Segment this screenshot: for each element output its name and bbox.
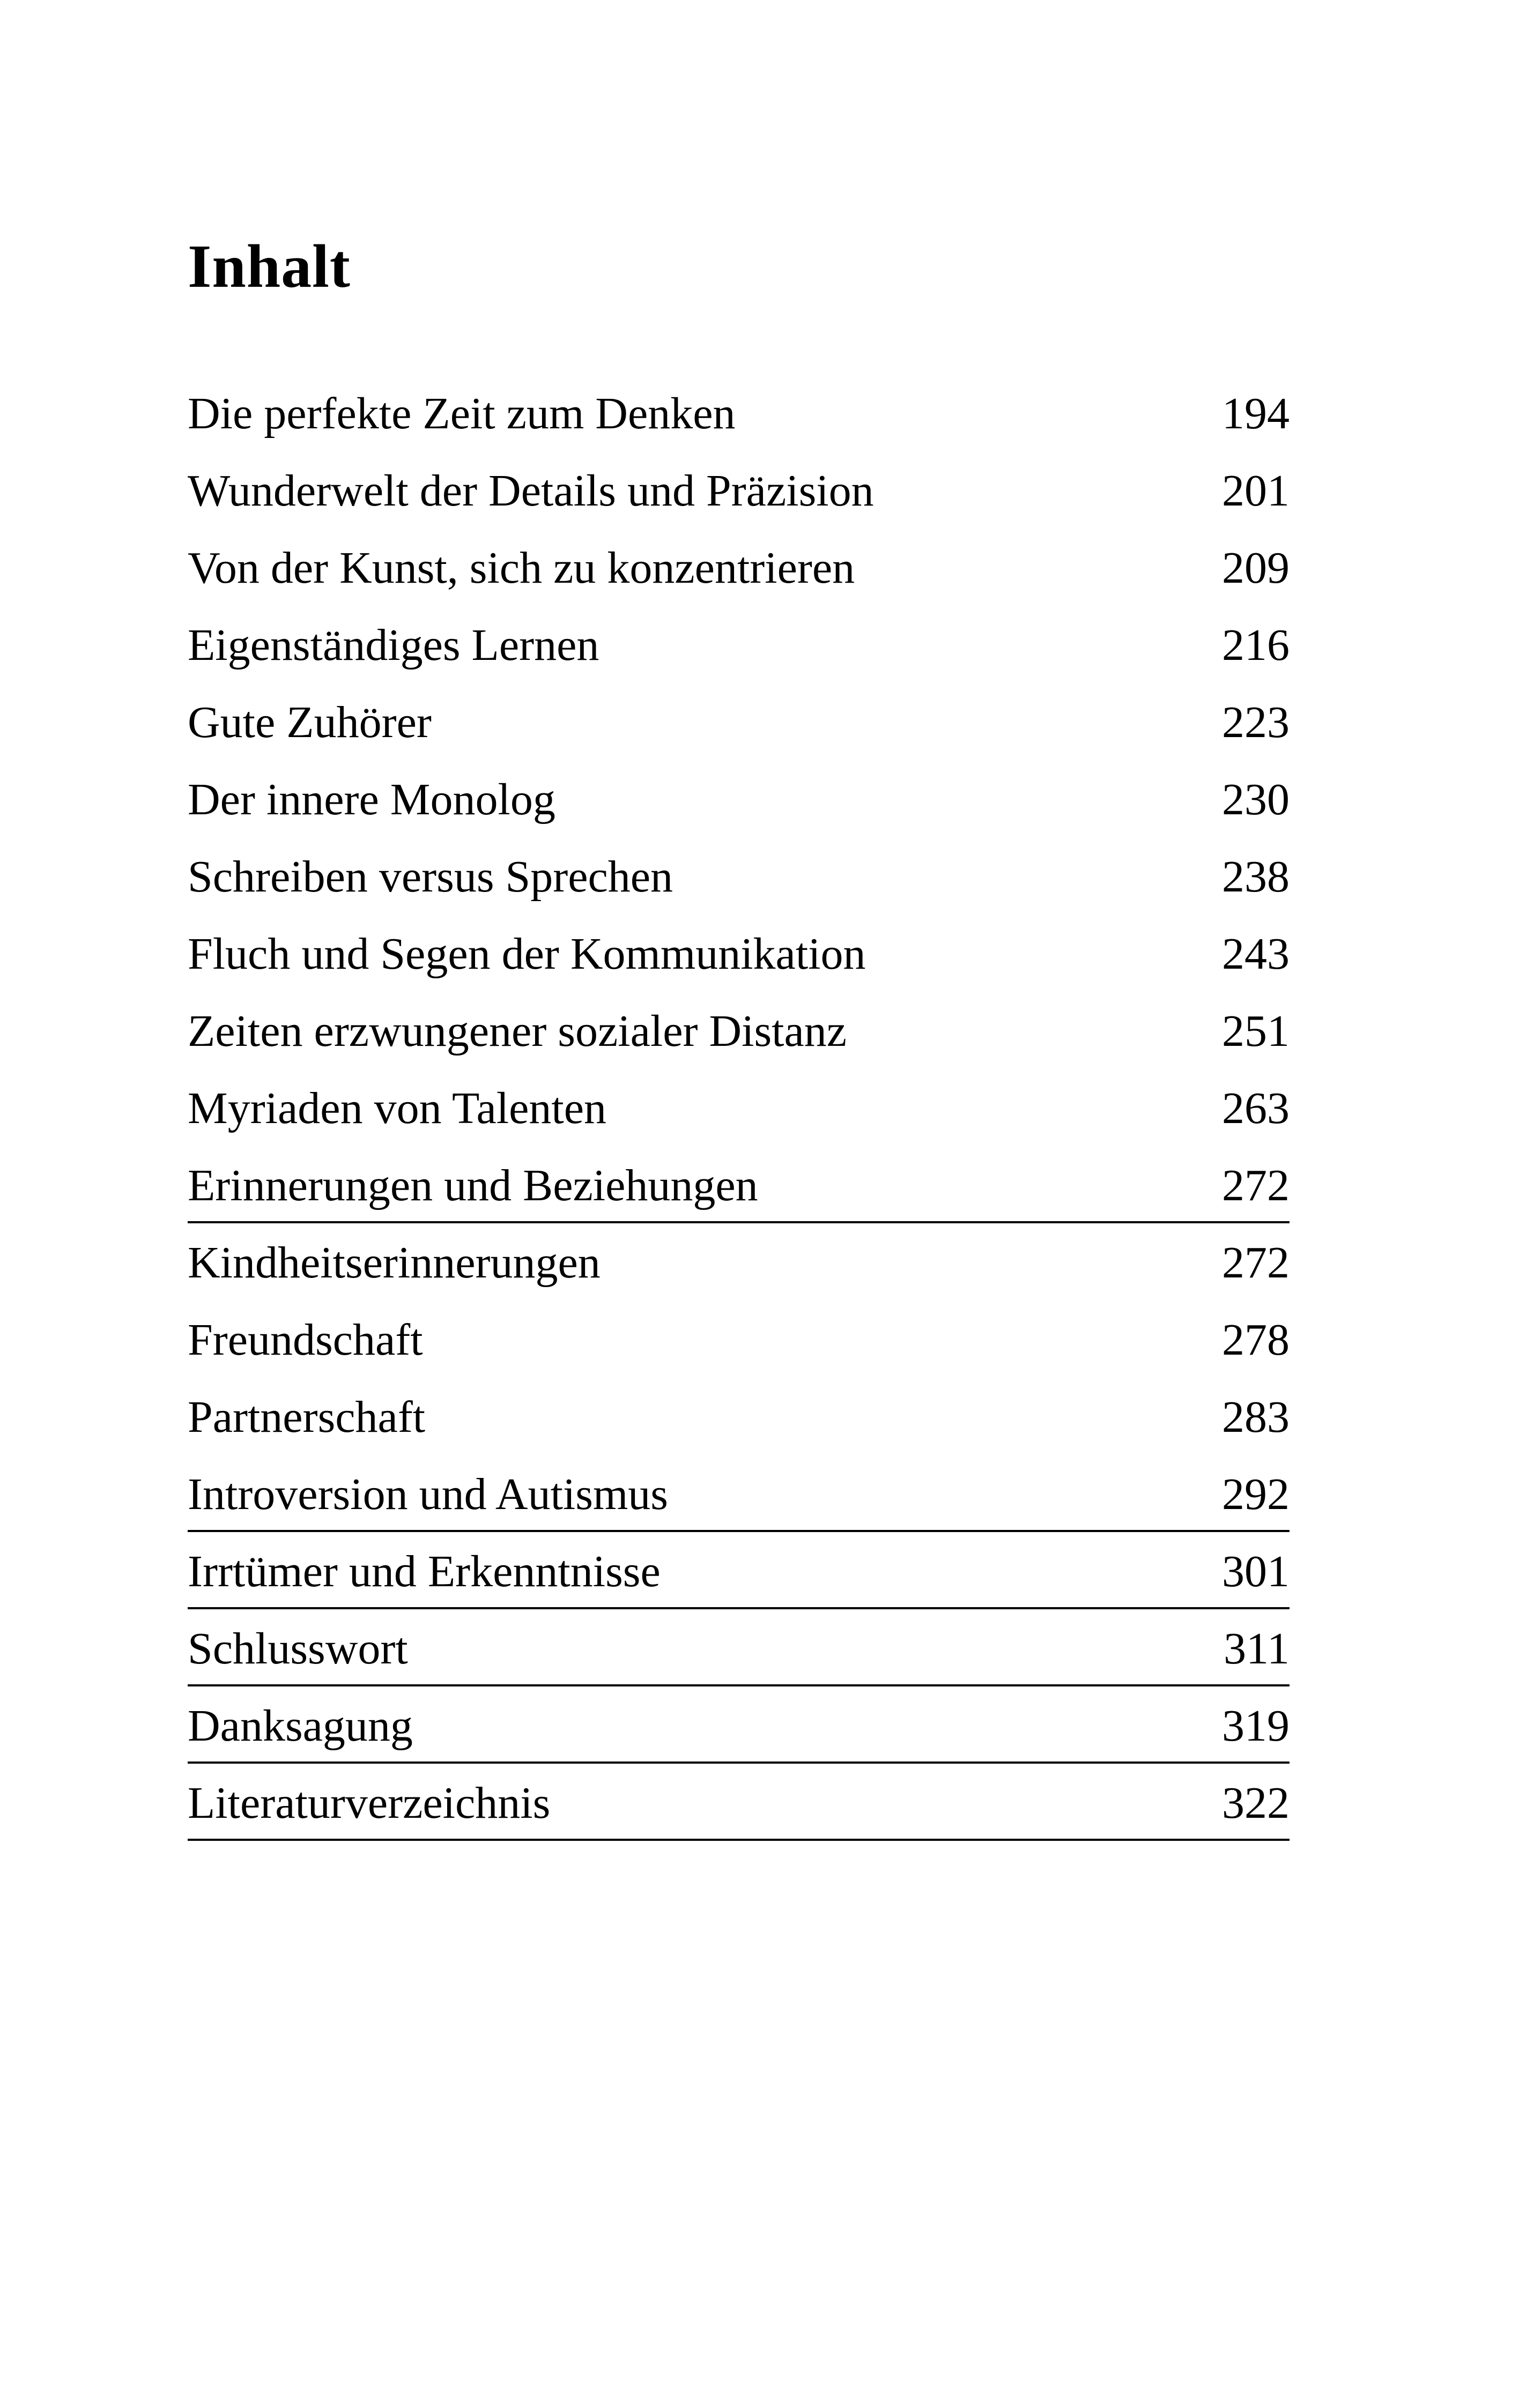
entry-title: Wunderwelt der Details und Präzision — [188, 466, 874, 516]
entry-page-number: 209 — [1222, 543, 1290, 593]
toc-entry[interactable] — [188, 852, 1290, 930]
entry-title: Fluch und Segen der Kommunikation — [188, 929, 866, 979]
toc-entry[interactable] — [188, 1393, 1290, 1470]
entry-title: Partnerschaft — [188, 1392, 426, 1442]
toc-entry[interactable] — [188, 1316, 1290, 1393]
entry-page-number: 243 — [1222, 929, 1290, 979]
entry-page-number: 216 — [1222, 620, 1290, 670]
entry-page-number: 319 — [1222, 1701, 1290, 1751]
entry-page-number: 194 — [1222, 389, 1290, 439]
entry-page-number: 238 — [1222, 852, 1290, 902]
entry-page-number: 292 — [1222, 1469, 1290, 1519]
toc-chapter-entry[interactable] — [188, 1470, 1290, 1547]
toc-entry[interactable] — [188, 466, 1290, 544]
toc-chapter-entry[interactable] — [188, 1701, 1290, 1779]
entry-title: Danksagung — [188, 1701, 413, 1751]
entry-page-number: 272 — [1222, 1238, 1290, 1288]
entry-title: Gute Zuhörer — [188, 697, 432, 747]
entry-page-number: 223 — [1222, 697, 1290, 747]
entry-page-number: 301 — [1222, 1547, 1290, 1596]
entry-title: Kindheitserinnerungen — [188, 1238, 601, 1288]
entry-page-number: 272 — [1222, 1161, 1290, 1210]
entry-title: Zeiten erzwungener sozialer Distanz — [188, 1006, 847, 1056]
entry-page-number: 201 — [1222, 466, 1290, 516]
toc-chapter-entry[interactable] — [188, 1161, 1290, 1238]
entry-title: Eigenständiges Lernen — [188, 620, 599, 670]
entry-page-number: 263 — [1222, 1083, 1290, 1133]
table-of-contents — [188, 389, 1290, 1856]
entry-page-number: 322 — [1222, 1778, 1290, 1828]
toc-entry[interactable] — [188, 544, 1290, 621]
entry-page-number: 311 — [1224, 1624, 1290, 1674]
toc-entry[interactable] — [188, 1007, 1290, 1084]
toc-entry[interactable] — [188, 1238, 1290, 1316]
toc-entry[interactable] — [188, 1084, 1290, 1161]
toc-entry[interactable] — [188, 621, 1290, 698]
entry-page-number: 283 — [1222, 1392, 1290, 1442]
entry-title: Introversion und Autismus — [188, 1469, 668, 1519]
entry-title: Der innere Monolog — [188, 775, 555, 824]
entry-page-number: 278 — [1222, 1315, 1290, 1365]
toc-entry[interactable] — [188, 698, 1290, 775]
entry-title: Myriaden von Talenten — [188, 1083, 607, 1133]
toc-chapter-entry[interactable] — [188, 1624, 1290, 1701]
entry-page-number: 251 — [1222, 1006, 1290, 1056]
entry-title: Irrtümer und Erkenntnisse — [188, 1547, 661, 1596]
entry-title: Von der Kunst, sich zu konzentrieren — [188, 543, 855, 593]
entry-title: Erinnerungen und Beziehungen — [188, 1161, 758, 1210]
toc-chapter-entry[interactable] — [188, 1779, 1290, 1856]
entry-title: Freundschaft — [188, 1315, 423, 1365]
entry-title: Die perfekte Zeit zum Denken — [188, 389, 736, 439]
entry-title: Schlusswort — [188, 1624, 408, 1674]
entry-title: Literaturverzeichnis — [188, 1778, 551, 1828]
toc-chapter-entry[interactable] — [188, 1547, 1290, 1624]
entry-page-number: 230 — [1222, 775, 1290, 824]
page-title: Inhalt — [188, 232, 351, 300]
toc-entry[interactable] — [188, 389, 1290, 466]
toc-entry[interactable] — [188, 775, 1290, 852]
entry-title: Schreiben versus Sprechen — [188, 852, 673, 902]
toc-entry[interactable] — [188, 930, 1290, 1007]
